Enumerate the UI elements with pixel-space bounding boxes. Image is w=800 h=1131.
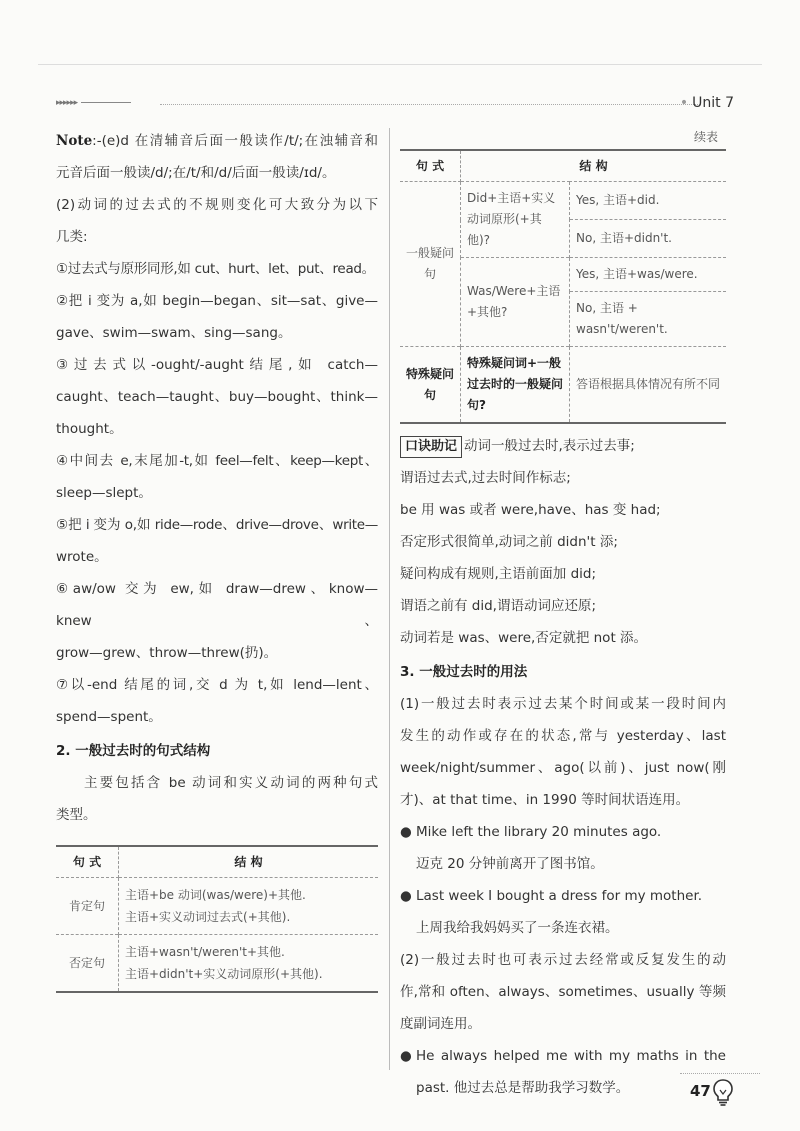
table-header-type: 句 式 (400, 150, 461, 182)
mnemonic-line-1: 口诀助记 动词一般过去时,表示过去事; (400, 430, 726, 462)
example-3: ● He always helped me with my maths in the (400, 1048, 726, 1064)
section-2-line-1: 主要包括含 be 动词和实义动词的两种句式 (84, 775, 378, 791)
p2-line-2: 几类: (56, 229, 88, 245)
mnemonic-line-6: 谓语之前有 did,谓语动词应还原; (400, 598, 597, 614)
row-structure: 主语+be 动词(was/were)+其他. 主语+实义动词过去式(+其他). (125, 888, 306, 924)
left-column (56, 125, 378, 993)
rule-5-line-2: wrote。 (56, 549, 108, 565)
table-header-structure: 结 构 (119, 846, 379, 878)
example-2-translation: 上周我给我妈妈买了一条连衣裙。 (416, 920, 619, 936)
example-1: ● Mike left the library 20 minutes ago. (400, 824, 662, 840)
table-row (400, 347, 726, 424)
usage-2-line-3: 度副词连用。 (400, 1016, 481, 1032)
lightbulb-icon (712, 1078, 734, 1106)
row-type-special-question: 特殊疑问句 (400, 347, 461, 424)
was-question-form: Was/Were+主语+其他? (461, 258, 570, 347)
rule-6-line-1: ⑥aw/ow 交为 ew,如 draw—drew、know—knew、 (56, 581, 378, 629)
rule-4-line-2: sleep—slept。 (56, 485, 152, 501)
rule-7-line-2: spend—spent。 (56, 709, 162, 725)
header-decoration (56, 98, 131, 108)
table-header-row (56, 846, 378, 878)
rule-3-line-3: thought。 (56, 421, 123, 437)
table-row (400, 182, 726, 220)
question-structure-table (400, 149, 726, 424)
usage-1-line-2: 发生的动作或存在的状态,常与 yesterday、last (400, 728, 726, 744)
header-dotted-rule (160, 104, 700, 105)
usage-1-line-1: (1)一般过去时表示过去某个时间或某一段时间内 (400, 696, 726, 712)
usage-2-line-1: (2)一般过去时也可表示过去经常或反复发生的动 (400, 952, 726, 968)
was-yes-answer: Yes, 主语+was/were. (570, 258, 727, 292)
rule-5-line-1: ⑤把 i 变为 o,如 ride—rode、drive—drove、write— (56, 517, 378, 533)
was-no-answer: No, 主语 + wasn't/weren't. (570, 292, 727, 347)
footer-dotted-rule (680, 1073, 760, 1074)
rule-1: ①过去式与原形同形,如 cut、hurt、let、put、read。 (56, 261, 375, 277)
mnemonic-line-4: 否定形式很简单,动词之前 didn't 添; (400, 534, 618, 550)
special-answer: 答语根据具体情况有所不同 (570, 347, 727, 424)
did-yes-answer: Yes, 主语+did. (570, 182, 727, 220)
rule-3-line-2: caught、teach—taught、buy—bought、think— (56, 389, 378, 405)
note-line-2: 元音后面一般读/d/;在/t/和/d/后面一般读/ɪd/。 (56, 165, 336, 181)
section-2-title: 2. 一般过去时的句式结构 (56, 743, 211, 759)
sentence-structure-table (56, 845, 378, 993)
rule-2-line-1: ②把 i 变为 a,如 begin—began、sit—sat、give— (56, 293, 378, 309)
example-3-continued: past. 他过去总是帮助我学习数学。 (416, 1080, 630, 1096)
p2-line-1: (2)动词的过去式的不规则变化可大致分为以下 (56, 197, 378, 213)
table-row (56, 878, 378, 935)
row-type: 否定句 (56, 935, 119, 993)
special-question-form: 特殊疑问词+一般过去时的一般疑问句? (461, 347, 570, 424)
unit-text: Unit 7 (692, 95, 734, 111)
note-line-1: Note:-(e)d 在清辅音后面一般读作/t/;在浊辅音和 (56, 133, 378, 149)
mnemonic-line-3: be 用 was 或者 were,have、has 变 had; (400, 502, 661, 518)
row-type-general-question: 一般疑问句 (400, 182, 461, 347)
did-question-form: Did+主语+实义动词原形(+其他)? (461, 182, 570, 258)
rule-2-line-2: gave、swim—swam、sing—sang。 (56, 325, 292, 341)
row-structure: 主语+wasn't/weren't+其他. 主语+didn't+实义动词原形(+其他). (119, 935, 379, 993)
example-1-translation: 迈克 20 分钟前离开了图书馆。 (416, 856, 604, 872)
unit-label: • Unit 7 (679, 95, 734, 111)
rule-4-line-1: ④中间去 e,末尾加-t,如 feel—felt、keep—kept、 (56, 453, 378, 469)
top-rule (38, 64, 762, 65)
usage-1-line-3: week/night/summer、ago(以前)、just now(刚 (400, 760, 726, 776)
mnemonic-line-7: 动词若是 was、were,否定就把 not 添。 (400, 630, 648, 646)
table-header-structure: 结 构 (461, 150, 727, 182)
rule-7-line-1: ⑦以-end 结尾的词,交 d 为 t,如 lend—lent、 (56, 677, 378, 693)
header-arrows: ▸▸▸▸▸▸ (56, 98, 78, 108)
example-2: ● Last week I bought a dress for my mother. (400, 888, 703, 904)
table-header-type: 句 式 (56, 846, 119, 878)
page-number: 47 (690, 1082, 711, 1100)
rule-6-line-2: grow—grew、throw—threw(扔)。 (56, 645, 278, 661)
section-3-title: 3. 一般过去时的用法 (400, 664, 528, 680)
section-2-line-2: 类型。 (56, 807, 97, 823)
mnemonic-label: 口诀助记 (400, 436, 462, 458)
usage-2-line-2: 作,常和 often、always、sometimes、usually 等频 (400, 984, 726, 1000)
right-column (400, 125, 726, 1104)
mnemonic-line-2: 谓语过去式,过去时间作标志; (400, 470, 571, 486)
table-header-row (400, 150, 726, 182)
row-type: 肯定句 (56, 878, 119, 935)
column-separator (389, 128, 390, 1070)
rule-3-line-1: ③过去式以-ought/-aught结尾,如 catch— (56, 357, 378, 373)
note-label: Note (56, 133, 93, 149)
did-no-answer: No, 主语+didn't. (570, 220, 727, 258)
mnemonic-line-5: 疑问构成有规则,主语前面加 did; (400, 566, 597, 582)
table-row (56, 935, 378, 993)
continued-label: 续表 (693, 130, 718, 144)
usage-1-line-4: 才)、at that time、in 1990 等时间状语连用。 (400, 792, 690, 808)
